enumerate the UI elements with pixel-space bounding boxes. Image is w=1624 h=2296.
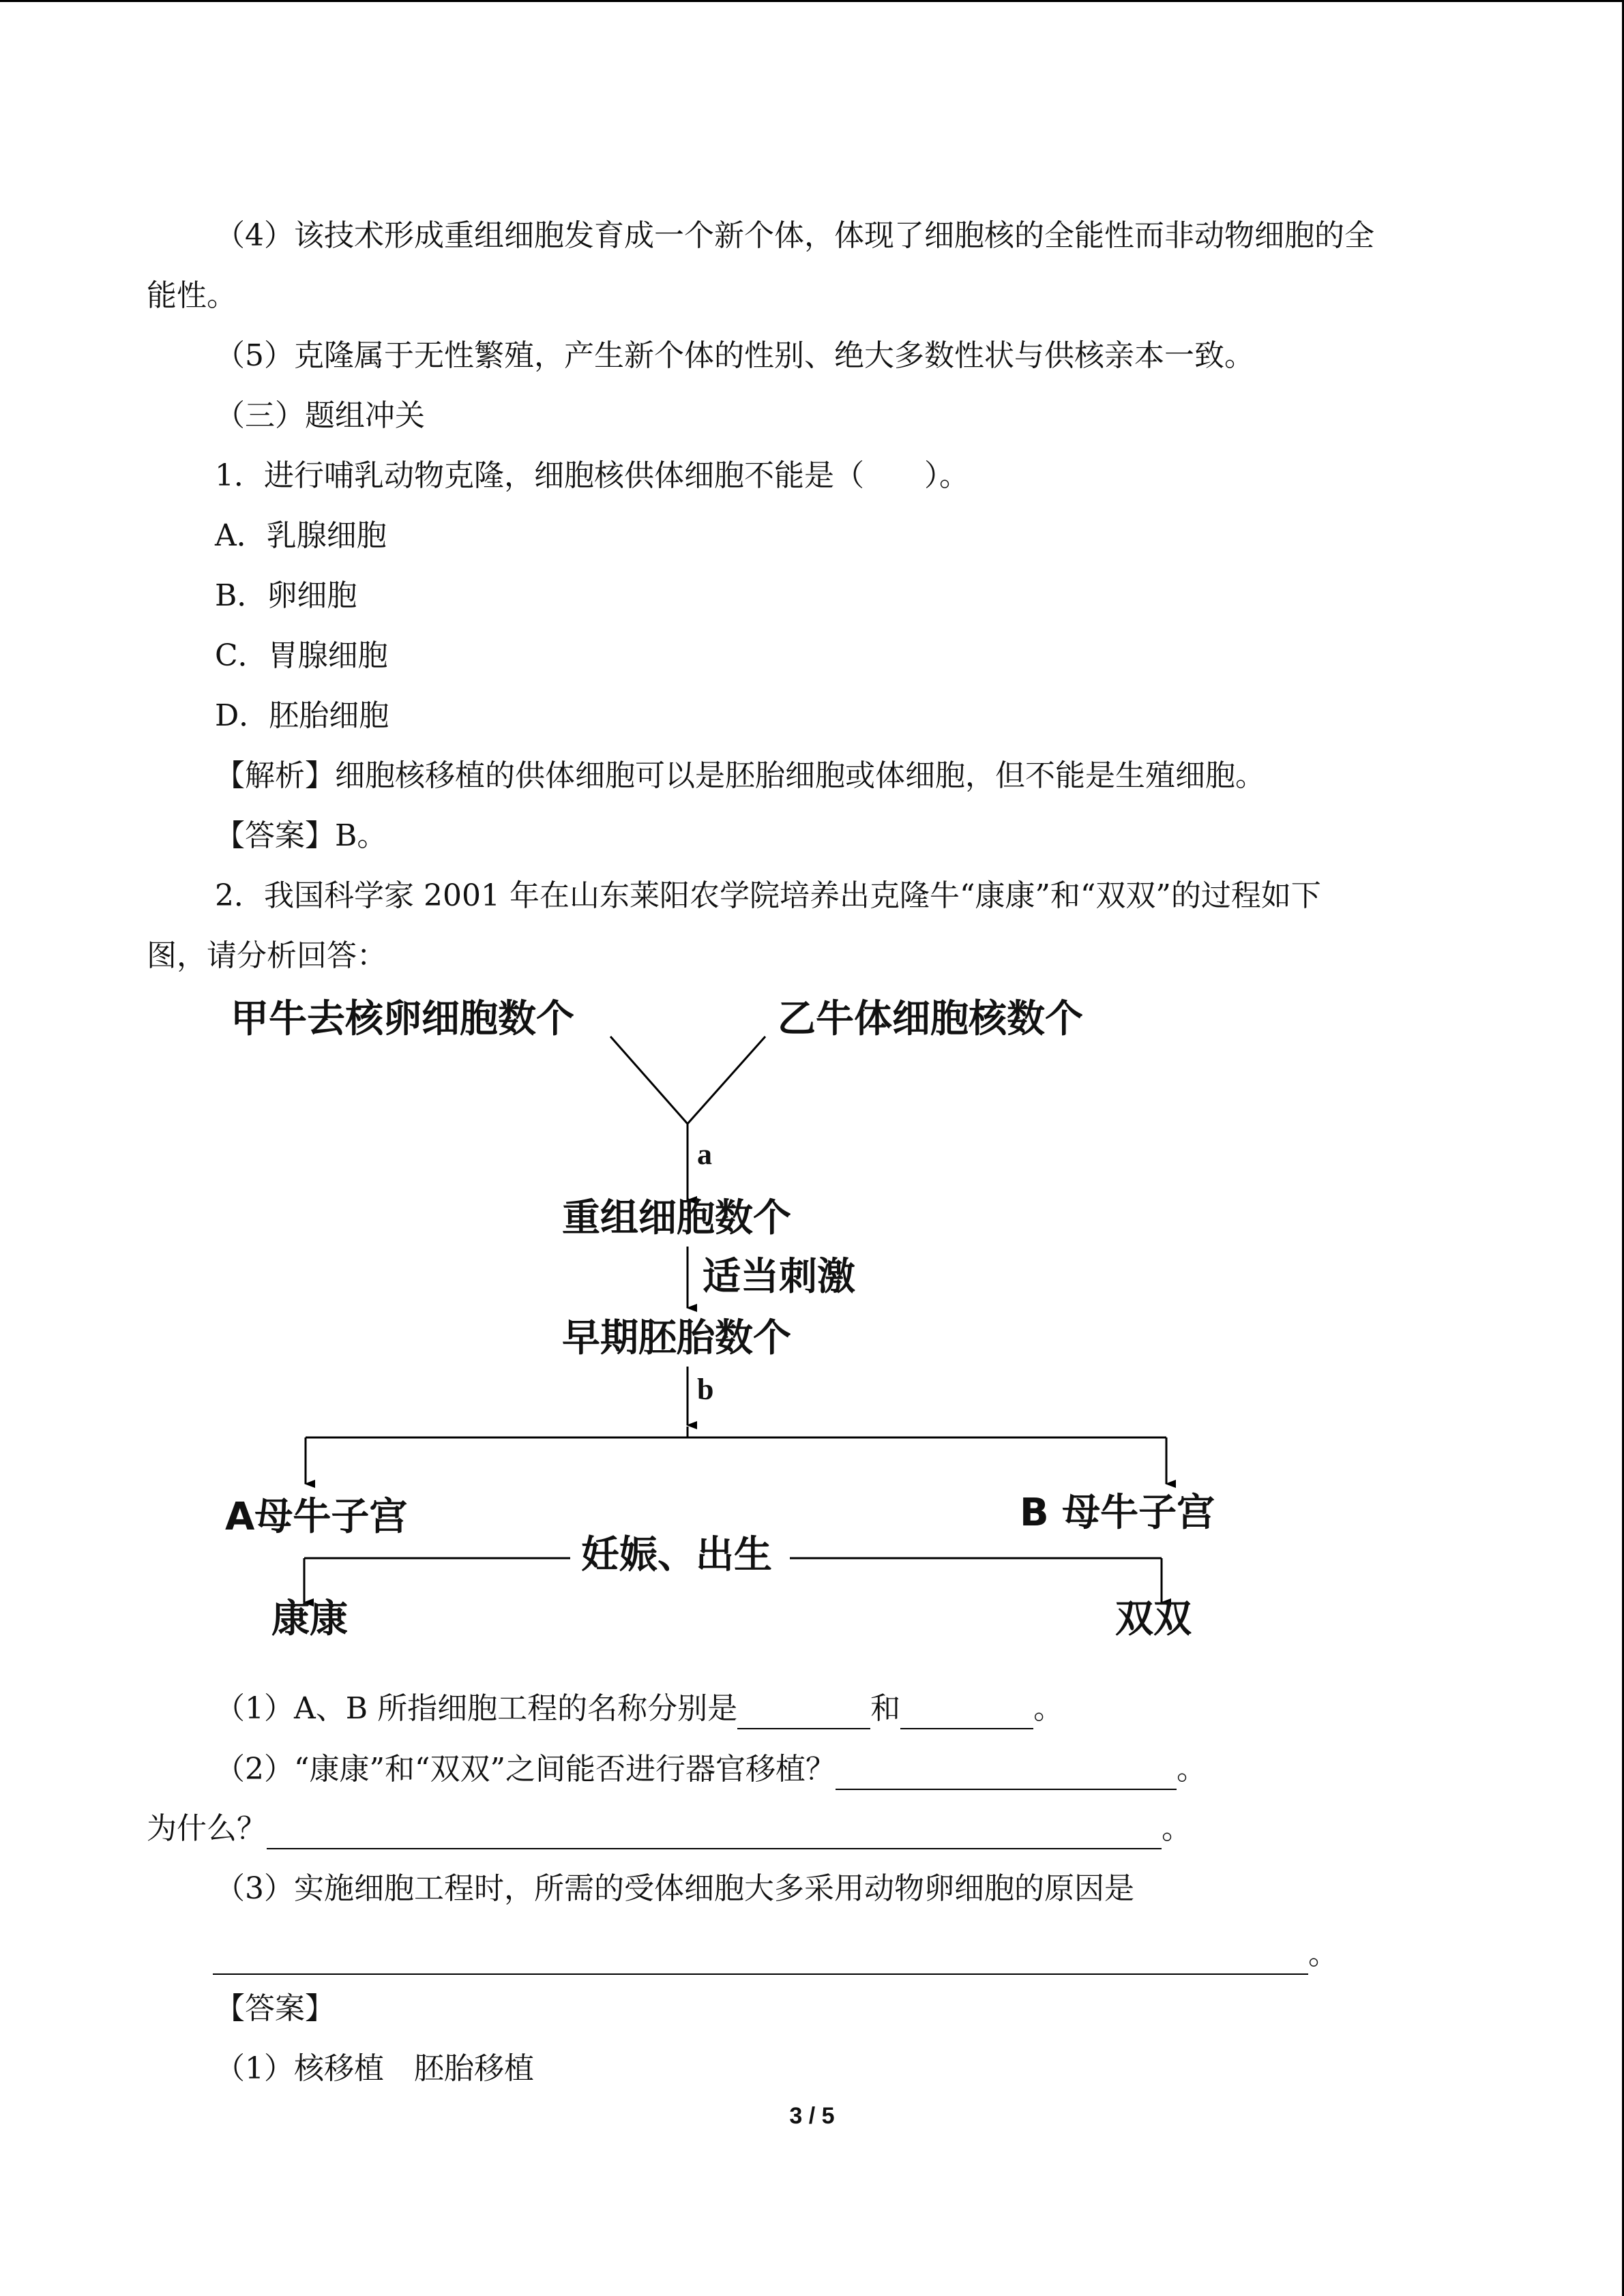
sub-question-1-prefix: （1）A、B 所指细胞工程的名称分别是: [215, 1691, 738, 1726]
diagram-process: 妊娠、出生: [581, 1533, 772, 1577]
sub-question-2-why-prefix: 为什么？: [147, 1811, 267, 1846]
question-2-stem-line2: 图，请分析回答：: [147, 938, 387, 973]
diagram-early-embryo: 早期胚胎数个: [562, 1316, 791, 1360]
page-number: 3 / 5: [789, 2103, 835, 2129]
sub-question-3-end: 。: [1308, 1937, 1338, 1971]
paragraph-4-line1: （4）该技术形成重组细胞发育成一个新个体，体现了细胞核的全能性而非动物细胞的全: [215, 218, 1374, 253]
diagram-uterus-a: A母牛子宫: [225, 1495, 408, 1539]
diagram-uterus-b: B 母牛子宫: [1020, 1491, 1215, 1535]
option-a: A．乳腺细胞: [215, 518, 387, 553]
diagram-calf-shuangshuang: 双双: [1115, 1597, 1192, 1641]
question-1-analysis: 【解析】细胞核移植的供体细胞可以是胚胎细胞或体细胞，但不能是生殖细胞。: [215, 758, 1265, 793]
v-right-branch: [688, 1037, 765, 1124]
diagram-left-source: 甲牛去核卵细胞数个: [231, 997, 574, 1041]
question-1-answer: 【答案】B。: [215, 818, 387, 853]
option-b: B．卵细胞: [215, 578, 357, 613]
sub-question-2-end: 。: [1176, 1752, 1207, 1787]
answer-blank-1a[interactable]: [737, 1698, 870, 1729]
question-1-stem: 1．进行哺乳动物克隆，细胞核供体细胞不能是（ ）。: [215, 458, 969, 493]
option-c: C．胃腺细胞: [215, 638, 388, 673]
answer-blank-3[interactable]: [213, 1943, 1308, 1975]
sub-question-1-end: 。: [1033, 1691, 1064, 1726]
sub-question-2: [215, 1749, 1207, 1790]
option-d: D．胚胎细胞: [215, 698, 389, 733]
answer-blank-2a[interactable]: [836, 1759, 1177, 1790]
sub-question-1-mid: 和: [870, 1691, 901, 1726]
diagram-label-b: b: [697, 1373, 714, 1406]
answer-blank-2b[interactable]: [267, 1818, 1162, 1849]
sub-question-1: [215, 1688, 1063, 1729]
answer-heading: 【答案】: [215, 1991, 335, 2026]
diagram-label-a: a: [697, 1137, 712, 1171]
answer-1: （1）核移植 胚胎移植: [215, 2051, 534, 2086]
sub-question-2-why: [147, 1808, 1192, 1849]
sub-question-3: （3）实施细胞工程时，所需的受体细胞大多采用动物卵细胞的原因是: [215, 1871, 1134, 1906]
sub-question-2-why-end: 。: [1162, 1811, 1192, 1846]
paragraph-4-line2: 能性。: [147, 278, 237, 313]
diagram-recombinant-cells: 重组细胞数个: [562, 1196, 791, 1240]
question-2-stem-line1: 2．我国科学家 2001 年在山东莱阳农学院培养出克隆牛“康康”和“双双”的过程如下: [215, 878, 1321, 913]
paragraph-5: （5）克隆属于无性繁殖，产生新个体的性别、绝大多数性状与供核亲本一致。: [215, 338, 1254, 373]
diagram-right-source: 乙牛体细胞核数个: [778, 997, 1083, 1041]
diagram-stimulus: 适当刺激: [703, 1255, 855, 1299]
diagram-calf-kangkang: 康康: [271, 1597, 348, 1641]
sub-question-3-blank-line: [213, 1934, 1338, 1975]
sub-question-2-prefix: （2）“康康”和“双双”之间能否进行器官移植？: [215, 1752, 836, 1787]
answer-blank-1b[interactable]: [900, 1698, 1033, 1729]
v-left-branch: [610, 1037, 688, 1124]
section-heading: （三）题组冲关: [215, 398, 425, 433]
